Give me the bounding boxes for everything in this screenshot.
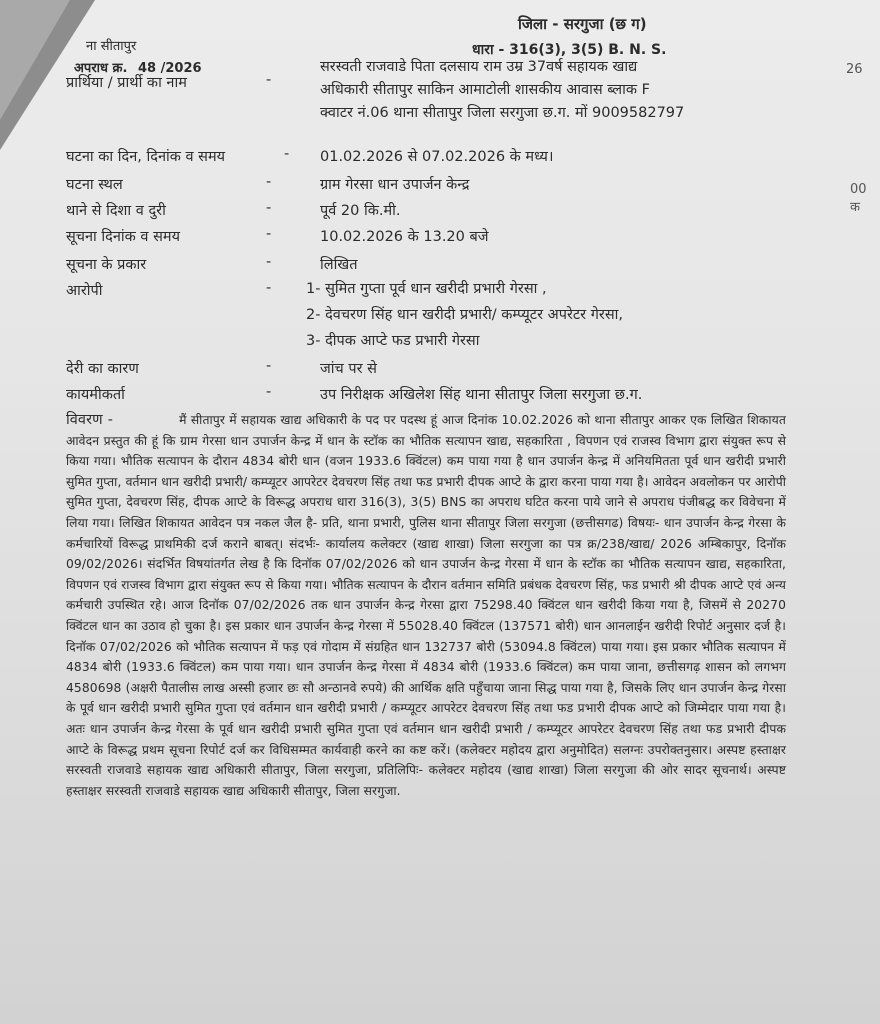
- accused-list: [306, 276, 623, 354]
- complainant-line-2: अधिकारी सीतापुर साकिन आमाटोली शासकीय आवास ब्लाक F: [320, 82, 650, 98]
- officer-row: [66, 384, 856, 408]
- field-direction-distance: [66, 200, 856, 224]
- accused-item: 1- सुमित गुप्ता पूर्व धान खरीदी प्रभारी गेरसा ,: [306, 281, 547, 297]
- complainant-line-3: क्वाटर नं.06 थाना सीतापुर जिला सरगुजा छ.ग. मों 9009582797: [320, 105, 685, 121]
- folded-corner-inner: [0, 0, 70, 120]
- field-dash: -: [266, 226, 272, 242]
- officer-label: कायमीकर्ता: [66, 387, 125, 403]
- field-value: 10.02.2026 के 13.20 बजे: [320, 229, 489, 245]
- field-value: लिखित: [320, 257, 358, 273]
- section-heading: धारा - 316(3), 3(5) B. N. S.: [472, 42, 667, 58]
- field-label: थाने से दिशा व दुरी: [66, 203, 166, 219]
- complainant-value: [320, 56, 684, 125]
- case-number: 48 /2026: [137, 61, 202, 76]
- field-value: पूर्व 20 कि.मी.: [320, 203, 401, 219]
- field-incident-time: [66, 146, 856, 170]
- field-label: घटना का दिन, दिनांक व समय: [66, 149, 226, 165]
- accused-dash: -: [266, 280, 272, 296]
- police-station: ना सीतापुर: [86, 39, 137, 54]
- field-label: घटना स्थल: [66, 177, 123, 193]
- complainant-line-1: सरस्वती राजवाडे पिता दलसाय राम उम्र 37वर्ष सहायक खाद्य: [320, 59, 638, 75]
- details-label: विवरण -: [66, 412, 114, 428]
- margin-fragment-2: 00 क: [850, 182, 867, 215]
- delay-row: [66, 358, 856, 382]
- field-incident-place: [66, 174, 856, 198]
- field-dash: -: [284, 146, 290, 162]
- field-dash: -: [266, 174, 272, 190]
- delay-dash: -: [266, 358, 272, 374]
- field-info-type: [66, 254, 856, 278]
- accused-label: आरोपी: [66, 283, 103, 299]
- field-dash: -: [266, 200, 272, 216]
- officer-value: उप निरीक्षक अखिलेश सिंह थाना सीतापुर जिला सरगुजा छ.ग.: [320, 387, 643, 403]
- accused-item: 2- देवचरण सिंह धान खरीदी प्रभारी/ कम्प्यूटर अपरेटर गेरसा,: [306, 307, 623, 323]
- margin-fragment-1: 26: [846, 62, 863, 77]
- officer-dash: -: [266, 384, 272, 400]
- field-value: ग्राम गेरसा धान उपार्जन केन्द्र: [320, 177, 470, 193]
- field-value: 01.02.2026 से 07.02.2026 के मध्य।: [320, 149, 554, 165]
- details-paragraph: [66, 410, 786, 801]
- field-label: सूचना के प्रकार: [66, 257, 147, 273]
- case-number-label: अपराध क्र.: [74, 61, 128, 76]
- complainant-label: प्रार्थिया / प्रार्थी का नाम: [66, 75, 187, 91]
- field-label: सूचना दिनांक व समय: [66, 229, 180, 245]
- complainant-dash: -: [266, 72, 272, 88]
- accused-item: 3- दीपक आप्टे फड प्रभारी गेरसा: [306, 333, 480, 349]
- district-heading: जिला - सरगुजा (छ ग): [518, 15, 647, 33]
- details-text: मैं सीतापुर में सहायक खाद्य अधिकारी के पद पर पदस्थ हूं आज दिनांक 10.02.2026 को थाना सीतापुर आकर एक लिखित शिकायत आवेदन प्रस्तुत की हूं कि ग्राम गेरसा धान उपार्जन केन्द्र में धान के स्टॉक का भौतिक सत्यापन खाद्य, सहकारिता , विपणन एवं राजस्व विभाग द्वारा संयुक्त रूप से किया गया। भौतिक सत्यापन के दौरान 4834 बोरी धान (वजन 1933.6 क्विंटल) कम पाया गया है धान उपार्जन केन्द्र में अनियमितता पूर्व धान खरीदी प्रभारी सुमित गुप्ता, वर्तमान धान खरीदी प्रभारी/ कम्प्यूटर आपरेटर देवचरण सिंह तथा फड प्रभारी दीपक आप्टे के द्वारा करना पाया गया है। आवेदन अवलोकन पर आरोपी सुमित गुप्ता, देवचरण सिंह, दीपक आप्टे के विरूद्ध अपराध धारा 316(3), 3(5) BNS का अपराध घटित करना पाये जाने से अपराध पंजीबद्ध कर विवेचना में लिया गया। लिखित शिकायत आवेदन पत्र नकल जैल है- प्रति, थाना प्रभारी, पुलिस थाना सीतापुर जिला सरगुजा (छत्तीसगढ) विषयः- धान उपार्जन केन्द्र गेरसा के कर्मचारियों विरूद्ध प्राथमिकी दर्ज कराने बाबत्। संदर्भः- कार्यालय कलेक्टर (खाद्य शाखा) जिला सरगुजा का पत्र क्र/238/खाद्य/ 2026 अम्बिकापुर, दिनॉक 09/02/2026। संदर्भित विषयांतर्गत लेख है कि दिनॉक 07/02/2026 को धान उपार्जन केन्द्र गेरसा में धान के स्टॉक का भौतिक सत्यापन खाद्य, सहकारिता, विपणन एवं राजस्व विभाग द्वारा संयुक्त रूप से किया गया। भौतिक सत्यापन के दौरान वर्तमान समिति प्रबंधक देवचरण सिंह, फड प्रभारी श्री दीपक आप्टे एवं अन्य कर्मचारी उपस्थित रहे। आज दिनॉक 07/02/2026 तक धान उपार्जन केन्द्र गेरसा द्वारा 75298.40 क्विंटल धान खरीदी किया गया है, जिसमें से 20270 क्विंटल धान का उठाव हो चुका है। इस प्रकार धान उपार्जन केन्द्र गेरसा में 55028.40 क्विंटल (137571 बोरी) धान आनलाईन खरीदी रिपोर्ट अनुसार दर्ज है। दिनॉक 07/02/2026 को भौतिक सत्यापन में फड़ एवं गोदाम में संग्रहित धान 132737 बोरी (53094.8 क्विंटल) पाया गया। इस प्रकार भौतिक सत्यापन में 4834 बोरी (1933.6 क्विंटल) कम पाया गया। धान उपार्जन केन्द्र गेरसा में 4834 बोरी (1933.6 क्विंटल) कम पाया जाना, छत्तीसगढ़ शासन को लगभग 4580698 (अक्षरी पैतालीस लाख अस्सी हजार छः सौ अन्ठानवे रुपये) की आर्थिक क्षति पहुँचाया जाना सिद्ध पाया गया है, जिसके लिए धान उपार्जन केन्द्र गेरसा के पूर्व धान खरीदी प्रभारी सुमित गुप्ता एवं वर्तमान धान खरीदी प्रभारी / कम्प्यूटर आपरेटर देवचरण सिंह तथा फड प्रभारी दीपक आप्टे को जिम्मेदार पाया गया है। अतः धान उपार्जन केन्द्र गेरसा के पूर्व धान खरीदी प्रभारी सुमित गुप्ता एवं वर्तमान धान खरीदी प्रभारी / कम्प्यूटर आपरेटर देवचरण सिंह तथा फड प्रभारी दीपक आप्टे के विरूद्ध प्रथम सूचना रिपोर्ट दर्ज कर विधिसम्मत कार्यवाही करने का कष्ट करें। (कलेक्टर महोदय द्वारा अनुमोदित) सलग्नः उपरोक्तनुसार। अस्पष्ट हस्ताक्षर सरस्वती राजवाडे सहायक खाद्य अधिकारी सीतापुर, जिला सरगुजा, प्रतिलिपिः- कलेक्टर महोदय (खाद्य शाखा) जिला सरगुजा की ओर सादर सूचनार्थ। अस्पष्ट हस्ताक्षर सरस्वती राजवाडे सहायक खाद्य अधिकारी सीतापुर, जिला सरगुजा.: [66, 413, 786, 798]
- field-dash: -: [266, 254, 272, 270]
- field-info-time: [66, 226, 856, 250]
- delay-label: देरी का कारण: [66, 361, 139, 377]
- delay-value: जांच पर से: [320, 361, 377, 377]
